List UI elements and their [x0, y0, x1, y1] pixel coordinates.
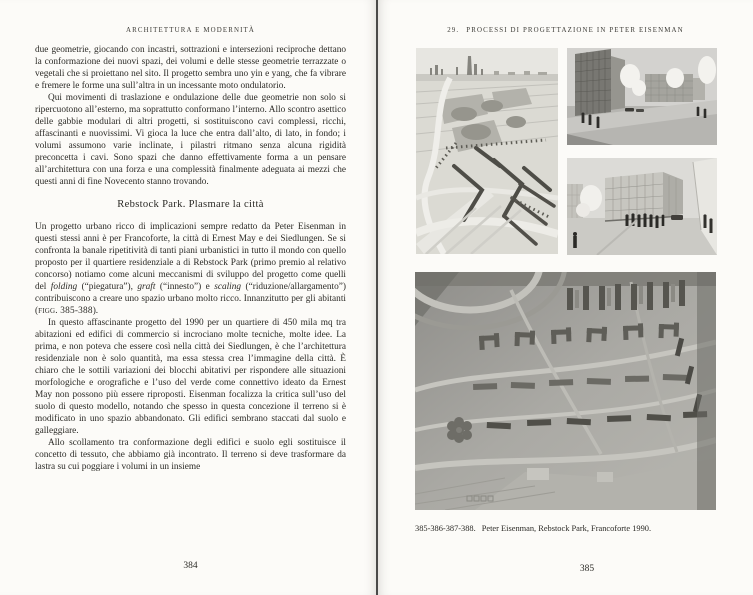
chapter-number: 29. [447, 27, 460, 34]
right-running-header [415, 27, 716, 34]
paragraph-5: Allo scollamento tra conformazione degli edifici e suolo egli sostituisce il concetto di tessuto, che abbiamo già incontrato. Il terreno si deve trasformare da lastra su cui poggiare i volumi in un insieme [35, 438, 346, 472]
section-heading: Rebstock Park. Plasmare la città [117, 199, 264, 210]
paragraph-segment: ). [92, 306, 99, 316]
term-folding: folding [50, 282, 78, 292]
street-rendering-image [567, 48, 717, 145]
right-page [377, 0, 753, 595]
paragraph-segment: Un progetto urbano ricco di implicazioni sempre redatto da Peter Eisenman in questi stessi anni è per Francoforte, la città di Ernest May e dei Siedlungen. Se si confronta la banale ripetitività di tanti piani urbanistici in tutto il mondo con quello proposto per il quartiere residenziale a di Rebstock Park (primo premio al relativo concorso) notiamo come alcuni meccanismi di sviluppo del progetto come quelli del [35, 222, 346, 292]
paragraph-segment: (“piegatura”), [77, 282, 138, 292]
figure-385-aerial-rendering [416, 48, 558, 254]
paragraph-segment: (“innesto”) e [155, 282, 215, 292]
paragraph-4: In questo affascinante progetto del 1990 per un quartiere di 450 mila mq tra abitazioni ed edifici di commercio si incrociano molte tecniche, molte idee. La prima, e non poteva che essere così nella città dei Siedlungen, è che l’architettura residenziale non è solo quantità, ma essa stessa crea l’immagine della città. È chiaro che le sottili variazioni dei blocchi abitativi per rispondere alle situazioni morfologiche e orografiche e l’uso del verde come connettivo ideato da Ernest May non possono più essere riproposti. Eisenman focalizza la critica sull’uso del suolo di questo modello, notando che spesso in questa concezione il terreno si è modificato in uno spazio abbandonato. Gli edifici sembrano staccati dal suolo e galleggiare. [35, 318, 346, 436]
chapter-title: PROCESSI DI PROGETTAZIONE IN PETER EISENMAN [466, 27, 684, 34]
paragraph-1: due geometrie, giocando con incastri, sottrazioni e intersezioni reciproche dettano la conformazione dei nuovi spazi, dei volumi e delle stesse geometrie terrazzate o vegetali che si proiettano nel sito. Il progetto sembra uno yin e yang, che fa vibrare e fremere le forme una sull’altra in un incessante moto ondulatorio. [35, 45, 346, 91]
figure-caption [415, 524, 716, 533]
caption-figure-numbers: 385-386-387-388. [415, 524, 476, 533]
figure-387-plaza-rendering [567, 158, 717, 255]
paragraph-3 [35, 221, 346, 317]
paragraph-segment: (“riduzione/allargamento”) contribuiscono a creare uno spazio urbano molto ricco. Innanzitutto per gli abitanti ( [35, 282, 346, 316]
left-page-number: 384 [183, 561, 198, 571]
right-page-number: 385 [579, 564, 595, 574]
plaza-rendering-image [567, 158, 717, 255]
page-gutter-divider [376, 0, 378, 595]
term-graft: graft [137, 282, 156, 292]
figure-388-model-photo [415, 272, 716, 510]
paragraph-2: Qui movimenti di traslazione e ondulazione delle due geometrie non solo si ripercuotono all’esterno, ma soprattutto conformano l’interno. Allo scontro asettico delle gabbie modulari di altri progetti, si sostituiscono cavi complessi, ricchi, affascinanti e nuovissimi. Vi gioca la luce che entra dall’alto, di lato, in fondo; i volumi assumono varie inclinate, i pilastri ritmano senza alcuna rigidità preconcetta i cavi. Sono spazi che danno effettivamente forma a un pensare all’architettura con una forza e una complessità finalmente adeguata ai mezzi che questi anni di fine Novecento stanno trovando. [35, 93, 346, 187]
caption-text: Peter Eisenman, Rebstock Park, Francoforte 1990. [481, 524, 652, 533]
figure-reference: figg. 385-388 [38, 306, 93, 316]
figure-386-street-rendering [567, 48, 717, 145]
left-text-column [35, 44, 346, 473]
left-running-header: ARCHITETTURA E MODERNITÀ [125, 27, 256, 34]
model-photo-image [415, 272, 716, 510]
term-scaling: scaling [214, 282, 242, 292]
aerial-rendering-image [416, 48, 558, 254]
